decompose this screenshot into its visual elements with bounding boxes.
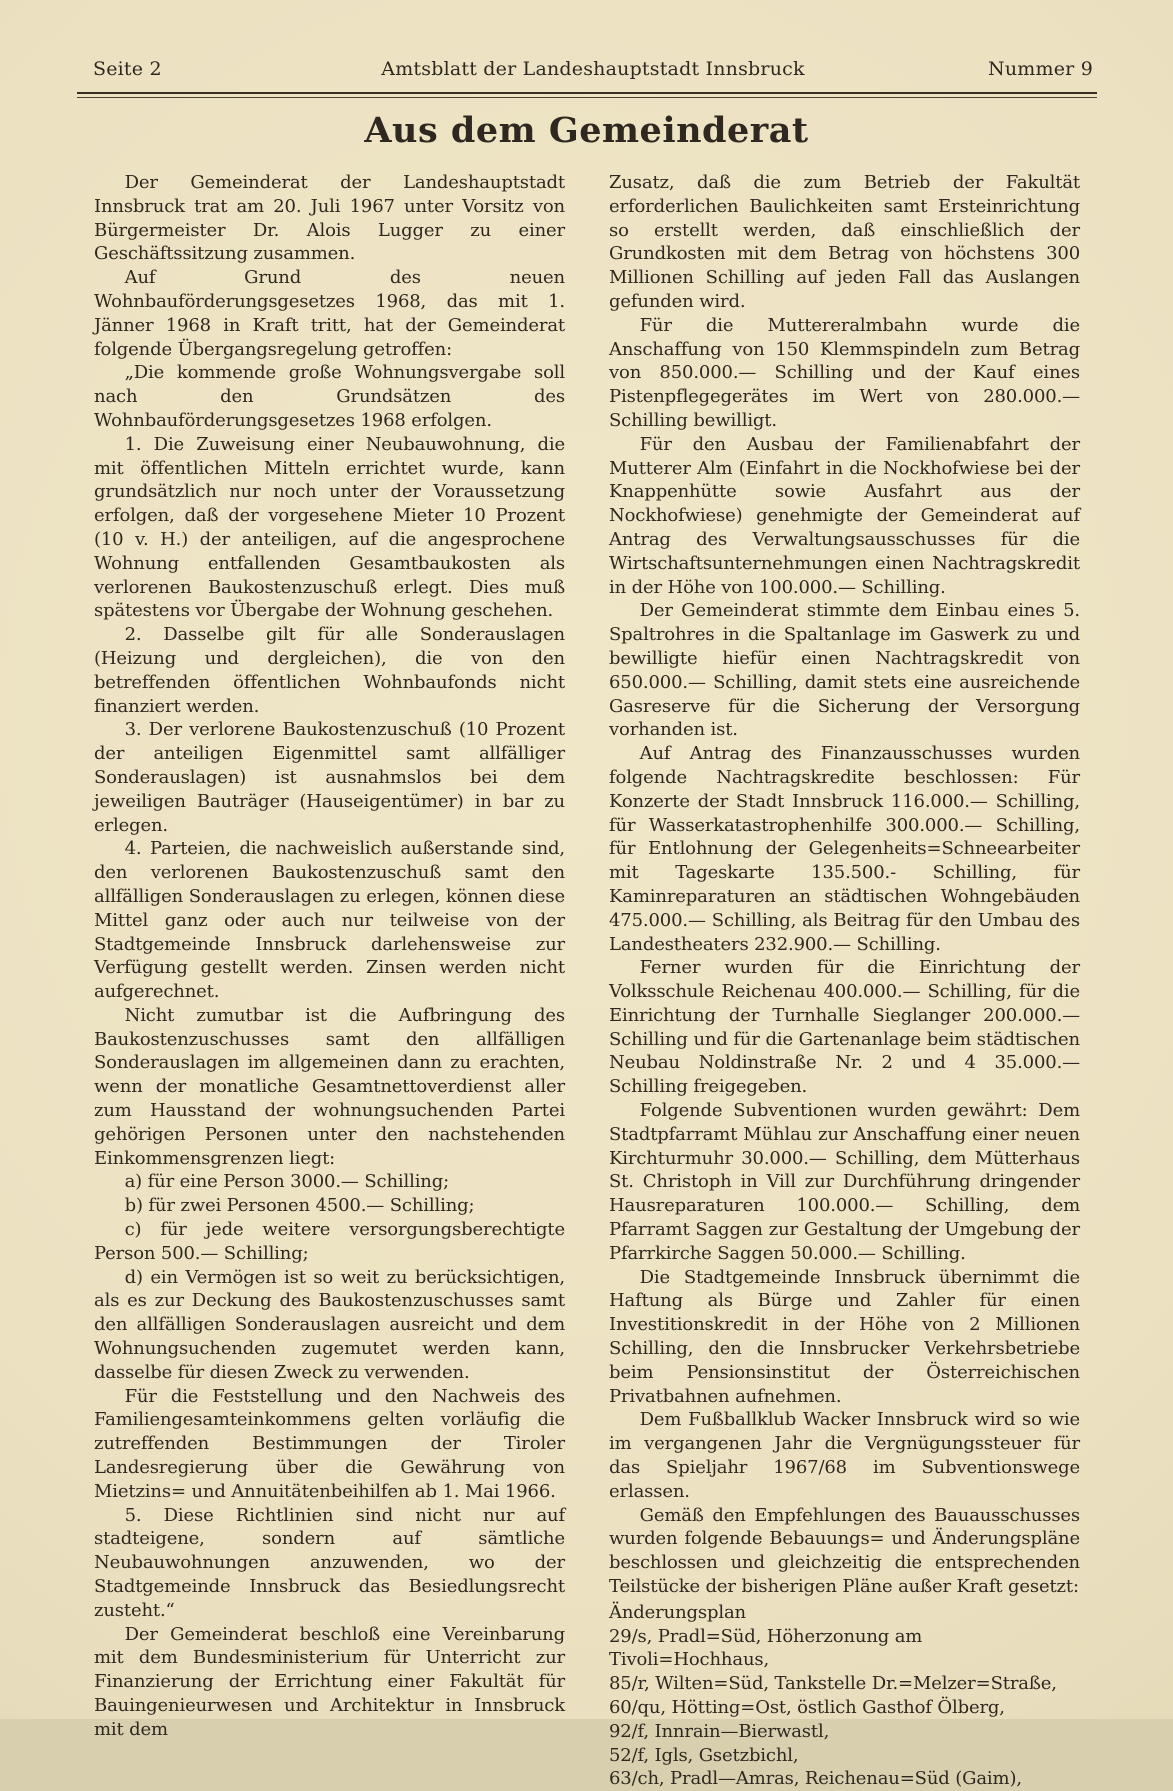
right-column bbox=[609, 171, 1080, 1791]
page-number: Seite 2 bbox=[93, 58, 162, 80]
paragraph: b) für zwei Personen 4500.— Schilling; bbox=[124, 1195, 475, 1217]
paragraph: Für die Muttereralmbahn wurde die Anschaffung von 150 Klemmspindeln zum Betrag von 850.000.— Schilling und der Kauf eines Pistenpflegegerätes im Wert von 280.000.— Schilling bewilligt. bbox=[609, 314, 1080, 431]
paragraph: Auf Antrag des Finanzausschusses wurden folgende Nachtragskredite beschlossen: Für Konzerte der Stadt Innsbruck 116.000.— Schilling, für Wasserkatastrophenhilfe 300.000.— Schilling, für Entlohnung der Gelegenheits=Schneearbeiter mit Tageskarte 135.500.- Schilling, für Kaminreparaturen an städtischen Wohngebäuden 475.000.— Schilling, als Beitrag für den Umbau des Landestheaters 232.900.— Schilling. bbox=[609, 743, 1080, 955]
article-body bbox=[94, 171, 1081, 1791]
journal-title: Amtsblatt der Landeshauptstadt Innsbruck bbox=[381, 58, 805, 80]
page-header bbox=[93, 58, 1093, 84]
paragraph: Auf Grund des neuen Wohnbauförderungsgesetzes 1968, das mit 1. Jänner 1968 in Kraft tritt, hat der Gemeinderat folgende Übergangsregelung getroffen: bbox=[94, 267, 565, 360]
issue-number: Nummer 9 bbox=[988, 58, 1093, 80]
paragraph: c) für jede weitere versorgungsberechtigte Person 500.— Schilling; bbox=[94, 1219, 565, 1264]
paragraph: Zusatz, daß die zum Betrieb der Fakultät erforderlichen Baulichkeiten samt Ersteinrichtung so erstellt werden, daß einschließlich der Grundkosten mit dem Betrag von höchstens 300 Millionen Schilling auf jeden Fall das Auslangen gefunden wird. bbox=[609, 172, 1080, 312]
paragraph: Änderungsplan bbox=[609, 1601, 746, 1623]
paragraph: 4. Parteien, die nachweislich außerstande sind, den verlorenen Baukostenzuschuß samt den allfälligen Sonderauslagen zu erlegen, können diese Mittel ganz oder auch nur teilweise von der Stadtgemeinde Innsbruck darlehensweise zur Verfügung gestellt werden. Zinsen werden nicht aufgerechnet. bbox=[94, 838, 565, 1003]
paragraph: Der Gemeinderat der Landeshauptstadt Innsbruck trat am 20. Juli 1967 unter Vorsitz von Bürgermeister Dr. Alois Lugger zu einer Geschäftssitzung zusammen. bbox=[94, 172, 565, 265]
article-title: Aus dem Gemeinderat bbox=[364, 110, 809, 151]
paragraph: Für die Feststellung und den Nachweis des Familiengesamteinkommens gelten vorläufig die zutreffenden Bestimmungen der Tiroler Landesregierung über die Gewährung von Mietzins= und Annuitätenbeihilfen ab 1. Mai 1966. bbox=[94, 1385, 565, 1502]
paragraph: 1. Die Zuweisung einer Neubauwohnung, die mit öffentlichen Mitteln errichtet wurde, kann grundsätzlich nur noch unter der Voraussetzung erfolgen, daß der vorgesehene Mieter 10 Prozent (10 v. H.) der anteiligen, auf die angesprochene Wohnung entfallenden Gesamtbaukosten als verlorenen Baukostenzuschuß erlegt. Dies muß spätestens vor Übergabe der Wohnung geschehen. bbox=[94, 433, 565, 622]
paragraph: Für den Ausbau der Familienabfahrt der Mutterer Alm (Einfahrt in die Nockhofwiese bei der Knappenhütte sowie Ausfahrt aus der Nockhofwiese) genehmigte der Gemeinderat auf Antrag des Verwaltungsausschusses für die Wirtschaftsunternehmungen einen Nachtragskredit in der Höhe von 100.000.— Schilling. bbox=[609, 433, 1080, 598]
paragraph: Die Stadtgemeinde Innsbruck übernimmt die Haftung als Bürge und Zahler für einen Investitionskredit in der Höhe von 2 Millionen Schilling, den die Innsbrucker Verkehrsbetriebe beim Pensionsinstitut der Österreichischen Privatbahnen aufnehmen. bbox=[609, 1266, 1080, 1407]
paragraph: „Die kommende große Wohnungsvergabe soll nach den Grundsätzen des Wohnbauförderungsgesetzes 1968 erfolgen. bbox=[94, 362, 565, 431]
paragraph: 5. Diese Richtlinien sind nicht nur auf stadteigene, sondern auf sämtliche Neubauwohnungen anzuwenden, wo der Stadtgemeinde Innsbruck das Besiedlungsrecht zusteht.“ bbox=[94, 1504, 565, 1621]
paragraph: Der Gemeinderat stimmte dem Einbau eines 5. Spaltrohres in die Spaltanlage im Gaswerk zu und bewilligte hiefür einen Nachtragskredit von 650.000.— Schilling, damit stets eine ausreichende Gasreserve für die Sicherung der Versorgung vorhanden ist. bbox=[609, 600, 1080, 741]
paragraph: Nicht zumutbar ist die Aufbringung des Baukostenzuschusses samt den allfälligen Sonderauslagen im allgemeinen dann zu erachten, wenn der monatliche Gesamtnettoverdienst aller zum Hausstand der wohnungsuchenden Partei gehörigen Personen unter den nachstehenden Einkommensgrenzen liegt: bbox=[94, 1004, 565, 1169]
paragraph: 60/qu, Hötting=Ost, östlich Gasthof Ölberg, bbox=[609, 1697, 1005, 1718]
paragraph: Dem Fußballklub Wacker Innsbruck wird so wie im vergangenen Jahr die Vergnügungssteuer für das Spieljahr 1967/68 im Subventionswege erlassen. bbox=[609, 1409, 1080, 1502]
paragraph: 2. Dasselbe gilt für alle Sonderauslagen (Heizung und dergleichen), die von den betreffenden öffentlichen Wohnbaufonds nicht finanziert werden. bbox=[94, 624, 565, 717]
header-divider-rule bbox=[77, 92, 1097, 98]
paragraph: 85/r, Wilten=Süd, Tankstelle Dr.=Melzer=Straße, bbox=[609, 1673, 1057, 1695]
paragraph: 92/f, Innrain—Bierwastl, bbox=[609, 1720, 830, 1742]
paragraph: 29/s, Pradl=Süd, Höherzonung am Tivoli=Hochhaus, bbox=[609, 1625, 923, 1671]
paragraph: Der Gemeinderat beschloß eine Vereinbarung mit dem Bundesministerium für Unterricht zur Finanzierung der Errichtung einer Fakultät für Bauingenieurwesen und Architektur in Innsbruck mit dem bbox=[94, 1623, 565, 1740]
paragraph: 3. Der verlorene Baukostenzuschuß (10 Prozent der anteiligen Eigenmittel samt allfälliger Sonderauslagen) ist ausnahmslos bei dem jeweiligen Bauträger (Hauseigentümer) in bar zu erlegen. bbox=[94, 719, 565, 836]
paragraph: a) für eine Person 3000.— Schilling; bbox=[124, 1171, 450, 1193]
paragraph: Folgende Subventionen wurden gewährt: Dem Stadtpfarramt Mühlau zur Anschaffung einer neuen Kirchturmuhr 30.000.— Schilling, dem Mütterhaus St. Christoph in Vill zur Durchführung dringender Hausreparaturen 100.000.— Schilling, dem Pfarramt Saggen zur Gestaltung der Umgebung der Pfarrkirche Saggen 50.000.— Schilling. bbox=[609, 1100, 1080, 1264]
left-column bbox=[94, 171, 565, 1791]
paragraph: d) ein Vermögen ist so weit zu berücksichtigen, als es zur Deckung des Baukostenzuschusses samt den allfälligen Sonderauslagen ausreicht und dem Wohnungsuchenden zugemutet werden kann, dasselbe für diesen Zweck zu verwenden. bbox=[94, 1266, 565, 1383]
paragraph: 52/f, Igls, Gsetzbichl, bbox=[609, 1744, 799, 1766]
paragraph: 63/ch, Pradl—Amras, Reichenau=Süd (Gaim), bbox=[609, 1768, 1022, 1790]
paragraph: Ferner wurden für die Einrichtung der Volksschule Reichenau 400.000.— Schilling, für die Einrichtung der Turnhalle Sieglanger 200.000.— Schilling und für die Gartenanlage beim städtischen Neubau Noldinstraße Nr. 2 und 4 35.000.— Schilling freigegeben. bbox=[609, 957, 1080, 1098]
paragraph: Gemäß den Empfehlungen des Bauausschusses wurden folgende Bebauungs= und Änderungspläne beschlossen und gleichzeitig die entsprechenden Teilstücke der bisherigen Pläne außer Kraft gesetzt: bbox=[609, 1504, 1080, 1598]
